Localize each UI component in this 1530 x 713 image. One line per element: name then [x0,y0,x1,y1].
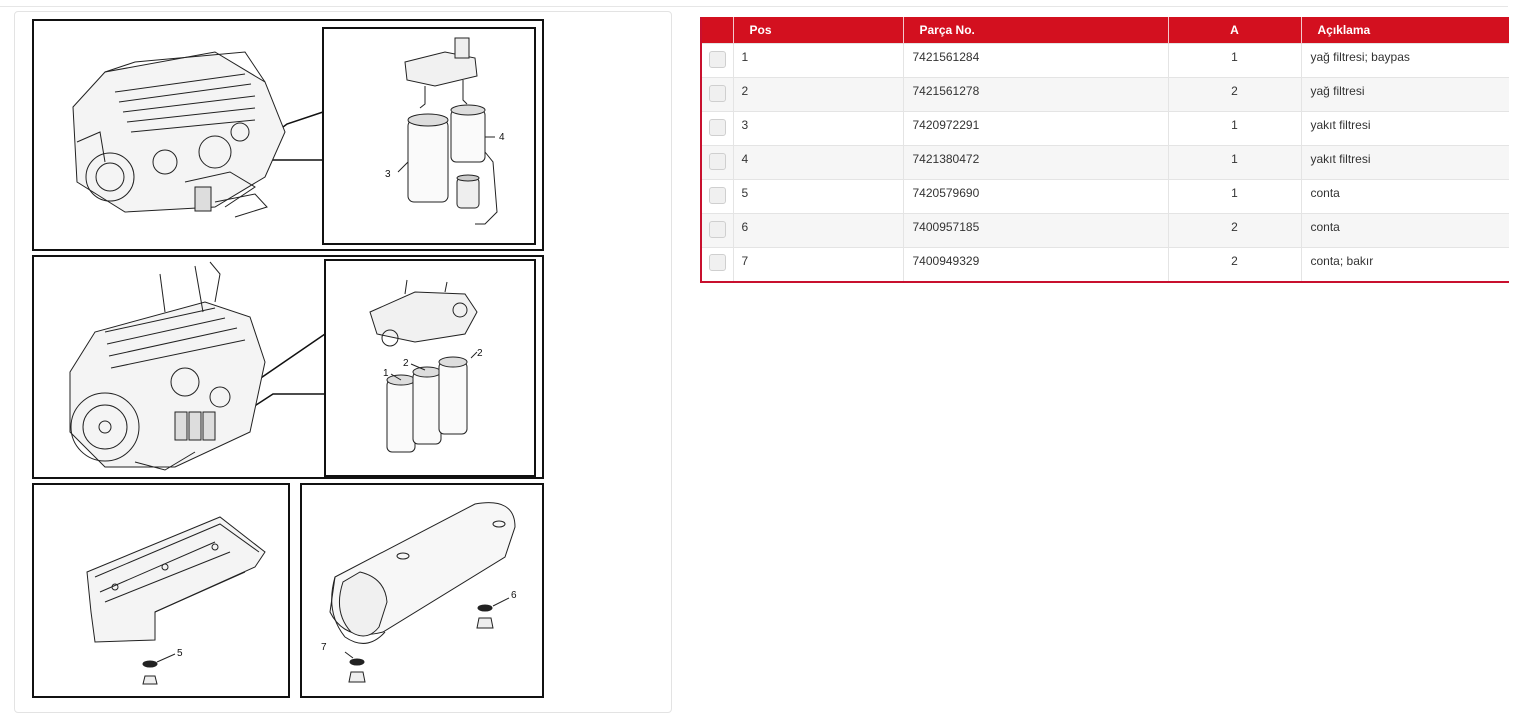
cell-description: conta; bakır [1301,248,1509,282]
cell-description: yakıt filtresi [1301,146,1509,180]
callout-5: 5 [177,648,183,659]
diagram-panel-oil-filters [33,256,543,478]
cell-qty: 2 [1168,78,1301,112]
cell-pos: 6 [733,214,903,248]
table-row[interactable] [701,44,1509,78]
cell-qty: 1 [1168,146,1301,180]
cell-description: yağ filtresi [1301,78,1509,112]
cell-pos: 2 [733,78,903,112]
cell-pos: 1 [733,44,903,78]
callout-2b: 2 [477,348,483,359]
cell-part-no: 7420972291 [903,112,1168,146]
cell-pos: 4 [733,146,903,180]
row-checkbox[interactable] [709,85,726,102]
diagram-panel-fuel-filters [33,20,543,250]
table-row[interactable] [701,112,1509,146]
column-header-pos[interactable]: Pos [733,17,903,44]
diagram-panel-fuel-tank [301,484,543,697]
table-row[interactable] [701,146,1509,180]
cell-description: conta [1301,214,1509,248]
parts-table [700,17,1509,283]
callout-6: 6 [511,590,517,601]
row-checkbox[interactable] [709,119,726,136]
cell-description: yağ filtresi; baypas [1301,44,1509,78]
parts-diagram [15,12,671,712]
column-header-qty[interactable]: A [1168,17,1301,44]
table-row[interactable] [701,214,1509,248]
cell-description: yakıt filtresi [1301,112,1509,146]
table-row[interactable] [701,180,1509,214]
cell-qty: 1 [1168,180,1301,214]
cell-part-no: 7421380472 [903,146,1168,180]
column-header-part-no[interactable]: Parça No. [903,17,1168,44]
row-checkbox[interactable] [709,153,726,170]
callout-3: 3 [385,169,391,180]
cell-part-no: 7421561284 [903,44,1168,78]
cell-pos: 7 [733,248,903,282]
row-checkbox[interactable] [709,187,726,204]
cell-part-no: 7421561278 [903,78,1168,112]
cell-qty: 2 [1168,248,1301,282]
parts-diagram-panel [14,11,672,713]
cell-pos: 3 [733,112,903,146]
table-row[interactable] [701,78,1509,112]
column-header-select [701,17,733,44]
cell-pos: 5 [733,180,903,214]
row-checkbox[interactable] [709,254,726,271]
cell-part-no: 7400949329 [903,248,1168,282]
row-checkbox[interactable] [709,221,726,238]
cell-qty: 1 [1168,112,1301,146]
cell-part-no: 7400957185 [903,214,1168,248]
top-divider [0,6,1508,7]
callout-1: 1 [383,368,389,379]
table-row[interactable] [701,248,1509,282]
callout-4: 4 [499,132,505,143]
table-header-row [701,17,1509,44]
cell-qty: 1 [1168,44,1301,78]
callout-2a: 2 [403,358,409,369]
cell-qty: 2 [1168,214,1301,248]
callout-7: 7 [321,642,327,653]
diagram-panel-oil-pan [33,484,289,697]
cell-part-no: 7420579690 [903,180,1168,214]
row-checkbox[interactable] [709,51,726,68]
column-header-description[interactable]: Açıklama [1317,23,1371,37]
cell-description: conta [1301,180,1509,214]
